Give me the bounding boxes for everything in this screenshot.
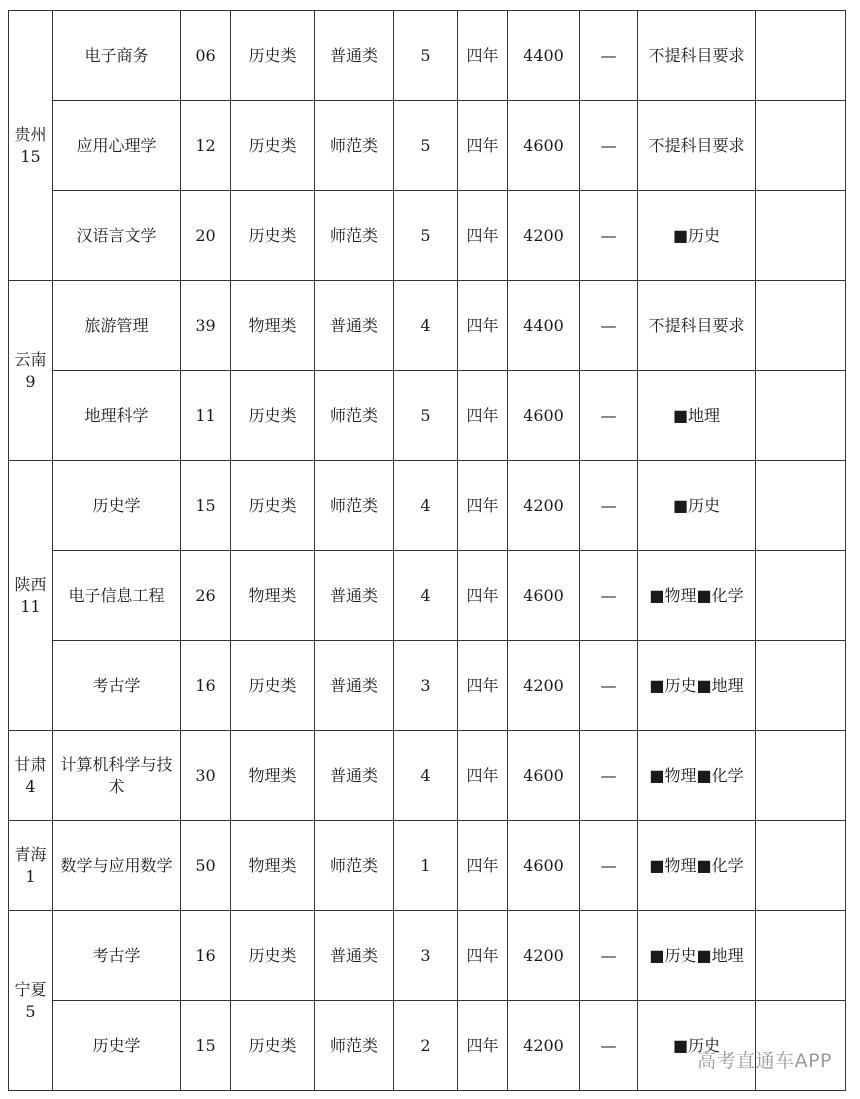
type-cell: 普通类	[315, 551, 394, 641]
province-name: 宁夏	[14, 979, 47, 999]
category-cell: 历史类	[231, 461, 315, 551]
plan-cell: 3	[394, 641, 458, 731]
type-cell: 普通类	[315, 281, 394, 371]
fee-cell: 4200	[508, 641, 580, 731]
years-cell: 四年	[458, 281, 508, 371]
subjects-cell: ■历史	[638, 191, 756, 281]
category-cell: 历史类	[231, 101, 315, 191]
code-cell: 20	[181, 191, 231, 281]
province-name: 青海	[14, 844, 47, 864]
subjects-cell: ■地理	[638, 371, 756, 461]
table-row	[9, 551, 846, 641]
fee-cell: 4200	[508, 911, 580, 1001]
subjects-cell: ■历史■地理	[638, 641, 756, 731]
province-name: 甘肃	[14, 754, 47, 774]
note-cell	[756, 911, 846, 1001]
fee-cell: 4400	[508, 281, 580, 371]
fee-cell: 4600	[508, 731, 580, 821]
code-cell: 12	[181, 101, 231, 191]
major-cell: 电子信息工程	[53, 551, 181, 641]
plan-cell: 4	[394, 551, 458, 641]
type-cell: 师范类	[315, 191, 394, 281]
province-cell	[9, 461, 53, 731]
years-cell: 四年	[458, 1001, 508, 1091]
subjects-cell: 不提科目要求	[638, 101, 756, 191]
subjects-cell: ■历史■地理	[638, 911, 756, 1001]
note-cell	[756, 551, 846, 641]
major-cell: 电子商务	[53, 11, 181, 101]
note-cell	[756, 731, 846, 821]
note-cell	[756, 281, 846, 371]
province-name: 陕西	[14, 574, 47, 594]
type-cell: 师范类	[315, 461, 394, 551]
type-cell: 师范类	[315, 371, 394, 461]
years-cell: 四年	[458, 821, 508, 911]
years-cell: 四年	[458, 101, 508, 191]
dash-cell: —	[580, 821, 638, 911]
plan-cell: 2	[394, 1001, 458, 1091]
dash-cell: —	[580, 281, 638, 371]
type-cell: 师范类	[315, 101, 394, 191]
plan-cell: 4	[394, 281, 458, 371]
category-cell: 历史类	[231, 641, 315, 731]
dash-cell: —	[580, 911, 638, 1001]
dash-cell: —	[580, 101, 638, 191]
table-row	[9, 191, 846, 281]
category-cell: 物理类	[231, 821, 315, 911]
dash-cell: —	[580, 461, 638, 551]
fee-cell: 4600	[508, 101, 580, 191]
table-body	[9, 11, 846, 1091]
dash-cell: —	[580, 641, 638, 731]
years-cell: 四年	[458, 461, 508, 551]
code-cell: 26	[181, 551, 231, 641]
province-cell	[9, 281, 53, 461]
type-cell: 师范类	[315, 821, 394, 911]
category-cell: 历史类	[231, 11, 315, 101]
type-cell: 普通类	[315, 911, 394, 1001]
major-cell: 考古学	[53, 641, 181, 731]
table-row	[9, 11, 846, 101]
note-cell	[756, 191, 846, 281]
dash-cell: —	[580, 731, 638, 821]
code-cell: 06	[181, 11, 231, 101]
province-name: 贵州	[14, 124, 47, 144]
fee-cell: 4200	[508, 461, 580, 551]
province-count: 4	[25, 776, 36, 796]
province-cell	[9, 821, 53, 911]
type-cell: 普通类	[315, 641, 394, 731]
table-row	[9, 821, 846, 911]
code-cell: 15	[181, 461, 231, 551]
major-cell: 考古学	[53, 911, 181, 1001]
code-cell: 16	[181, 641, 231, 731]
plan-cell: 4	[394, 461, 458, 551]
table-row	[9, 461, 846, 551]
table-row	[9, 281, 846, 371]
fee-cell: 4600	[508, 371, 580, 461]
province-count: 11	[20, 596, 41, 616]
subjects-cell: ■物理■化学	[638, 821, 756, 911]
category-cell: 物理类	[231, 281, 315, 371]
subjects-cell: ■历史	[638, 461, 756, 551]
fee-cell: 4400	[508, 11, 580, 101]
subjects-cell: 不提科目要求	[638, 11, 756, 101]
subjects-cell: ■历史	[638, 1001, 756, 1091]
dash-cell: —	[580, 551, 638, 641]
table-row	[9, 731, 846, 821]
note-cell	[756, 371, 846, 461]
type-cell: 师范类	[315, 1001, 394, 1091]
type-cell: 普通类	[315, 11, 394, 101]
dash-cell: —	[580, 191, 638, 281]
province-cell	[9, 731, 53, 821]
province-cell	[9, 11, 53, 281]
table-row	[9, 911, 846, 1001]
major-cell: 旅游管理	[53, 281, 181, 371]
table-row	[9, 101, 846, 191]
fee-cell: 4200	[508, 191, 580, 281]
subjects-cell: ■物理■化学	[638, 731, 756, 821]
admission-plan-table	[8, 10, 846, 1091]
dash-cell: —	[580, 1001, 638, 1091]
plan-cell: 5	[394, 11, 458, 101]
code-cell: 16	[181, 911, 231, 1001]
watermark: 高考直通车APP	[697, 1050, 832, 1072]
major-cell: 历史学	[53, 1001, 181, 1091]
fee-cell: 4600	[508, 821, 580, 911]
province-cell	[9, 911, 53, 1091]
dash-cell: —	[580, 11, 638, 101]
category-cell: 历史类	[231, 911, 315, 1001]
plan-cell: 4	[394, 731, 458, 821]
note-cell	[756, 461, 846, 551]
major-cell: 数学与应用数学	[53, 821, 181, 911]
plan-cell: 3	[394, 911, 458, 1001]
fee-cell: 4200	[508, 1001, 580, 1091]
years-cell: 四年	[458, 731, 508, 821]
category-cell: 历史类	[231, 371, 315, 461]
major-cell: 汉语言文学	[53, 191, 181, 281]
code-cell: 50	[181, 821, 231, 911]
plan-cell: 5	[394, 101, 458, 191]
province-count: 15	[20, 146, 41, 166]
code-cell: 11	[181, 371, 231, 461]
years-cell: 四年	[458, 11, 508, 101]
plan-cell: 5	[394, 371, 458, 461]
category-cell: 物理类	[231, 731, 315, 821]
years-cell: 四年	[458, 551, 508, 641]
major-cell: 历史学	[53, 461, 181, 551]
fee-cell: 4600	[508, 551, 580, 641]
province-count: 5	[25, 1001, 36, 1021]
code-cell: 30	[181, 731, 231, 821]
note-cell	[756, 641, 846, 731]
subjects-cell: 不提科目要求	[638, 281, 756, 371]
subjects-cell: ■物理■化学	[638, 551, 756, 641]
dash-cell: —	[580, 371, 638, 461]
years-cell: 四年	[458, 371, 508, 461]
major-cell: 地理科学	[53, 371, 181, 461]
category-cell: 历史类	[231, 191, 315, 281]
category-cell: 物理类	[231, 551, 315, 641]
province-name: 云南	[14, 349, 47, 369]
table-row	[9, 371, 846, 461]
type-cell: 普通类	[315, 731, 394, 821]
years-cell: 四年	[458, 911, 508, 1001]
major-cell: 应用心理学	[53, 101, 181, 191]
plan-cell: 5	[394, 191, 458, 281]
note-cell	[756, 11, 846, 101]
table-row	[9, 641, 846, 731]
province-count: 1	[25, 866, 36, 886]
years-cell: 四年	[458, 641, 508, 731]
code-cell: 15	[181, 1001, 231, 1091]
category-cell: 历史类	[231, 1001, 315, 1091]
years-cell: 四年	[458, 191, 508, 281]
code-cell: 39	[181, 281, 231, 371]
major-cell: 计算机科学与技术	[53, 731, 181, 821]
plan-cell: 1	[394, 821, 458, 911]
province-count: 9	[25, 371, 36, 391]
note-cell	[756, 821, 846, 911]
note-cell	[756, 101, 846, 191]
